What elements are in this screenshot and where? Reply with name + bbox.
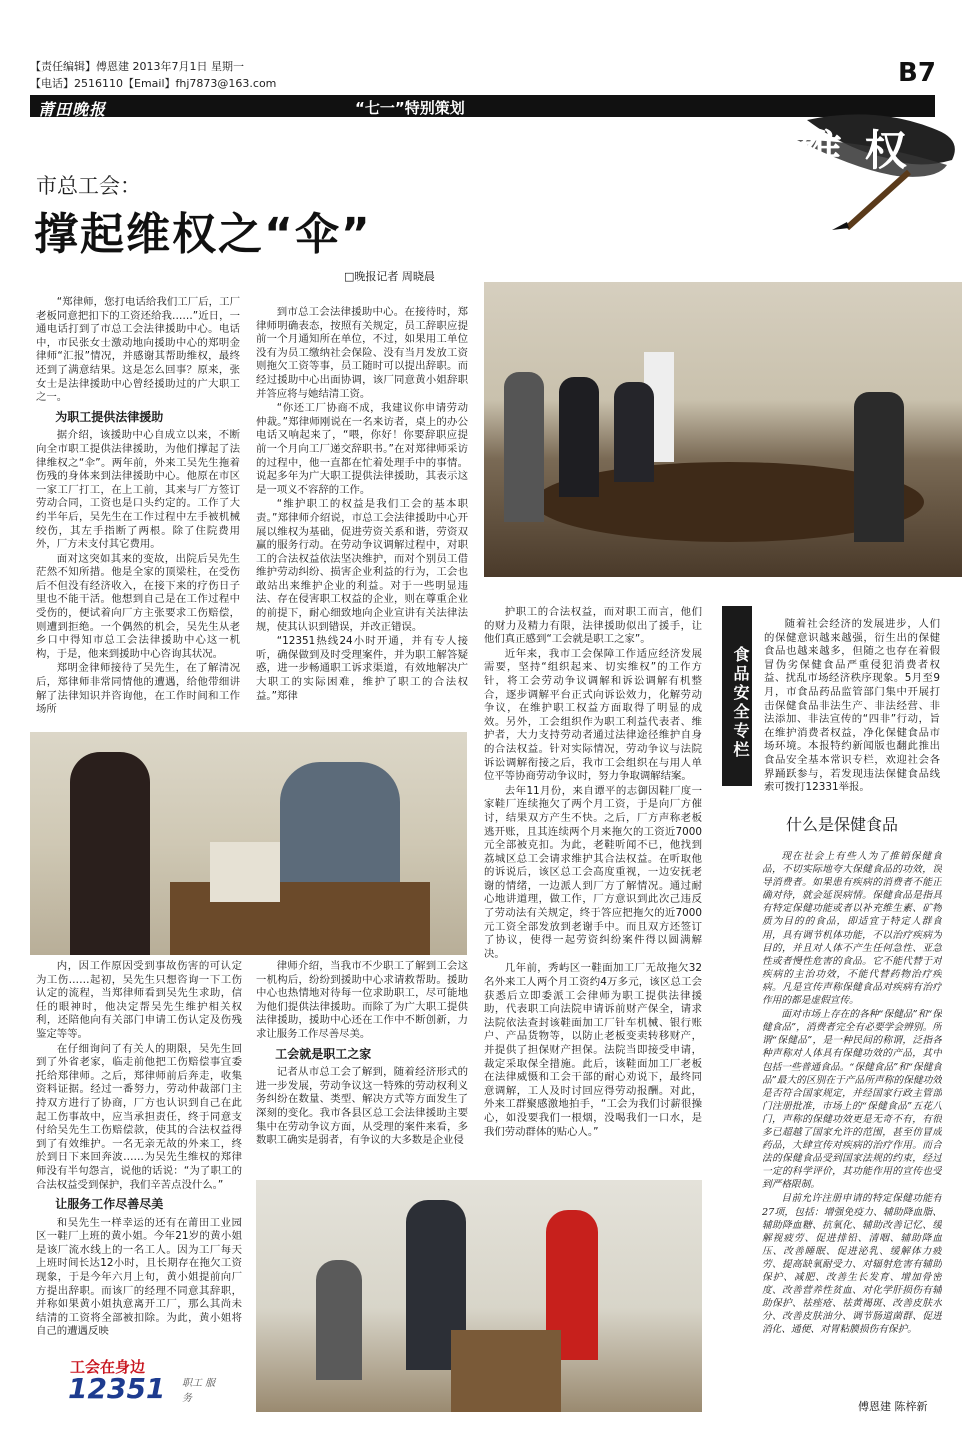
visit-photo [256, 1180, 702, 1412]
hotline-logo-text: 工会在身边 [70, 1358, 146, 1376]
paragraph: 几年前，秀屿区一鞋面加工厂无故拖欠32名外来工人两个月工资约4万多元，该区总工会获悉后立即委派工会律师为职工提供法律援助，代表职工向法院申请诉前财产保全，请求法院依法查封该鞋面加工厂针车机械、银行账户、产品货物等，以防止老板变卖转移财产，并提供了担保财产担保。法院当即接受申请，裁定采取保全措施。此后，该鞋面加工厂老板在法律威慑和工会干部的耐心劝说下，最终同意调解，工人及时讨回应得劳动报酬。对此，外来工群聚感激地拍手，“工会为我们讨薪很操心，如没要我们一根烟，没喝我们一口水，是我们劳动群体的贴心人。” [484, 962, 702, 1138]
paragraph: 到市总工会法律援助中心。在接待时，郑律师明确表态，按照有关规定，员工辞职应提前一个月通知所在单位，不过，如果用工单位没有为员工缴纳社会保险、没有当月发放工资则拖欠工资等事，员工随时可以提出辞职。而经过援助中心出面协调，该厂同意黄小姐辞职并答应将与她结清工资。 [256, 306, 468, 400]
article-column-2-lower [256, 960, 468, 1175]
section-title: 维 权 [800, 126, 911, 175]
subheading-service: 让服务工作尽善尽美 [55, 1197, 164, 1212]
paragraph: 律师介绍，当我市不少职工了解到工会这一机构后，纷纷到援助中心求请救帮助。援助中心也热情地对待每一位求助职工，尽可能地为他们提供法律援助。而除了为广大职工提供法律援助，援助中心还在工作中不断创新，力求让服务工作尽善尽美。 [256, 960, 468, 1040]
subheading-legal-aid: 为职工提供法律援助 [55, 409, 164, 424]
byline: □晚报记者 周晓晨 [344, 270, 435, 283]
special-feature-title: “七一”特别策划 [355, 99, 465, 117]
paragraph: 近年来，我市工会保障工作适应经济发展需要，坚持“组织起来、切实维权”的工作方针，将工会劳动争议调解和诉讼调解有机整合，逐步调解平台正式向诉讼效力，化解劳动争议，在维护职工权益方面取得了明显的成效。另外，工会组织作为职工利益代表者、维护者，大力支持劳动者通过法律途径维护自身的合法权益。针对实际情况，劳动争议与法院诉讼调解衔接之后，我市工会组织在与用人单位平等协商劳动争议时，努力争取调解结案。 [484, 647, 702, 783]
food-safety-signature: 傅恩建 陈梓新 [858, 1400, 928, 1413]
article-column-1-lower [36, 960, 242, 1350]
hotline-logo-script: 职工 服务 [182, 1378, 216, 1404]
paragraph: 护职工的合法权益，而对职工而言，他们的财力及精力有限，法律援助似出了援手，让他们真正感到“工会就是职工之家”。 [484, 606, 702, 646]
food-safety-body [762, 850, 942, 1394]
paragraph: 目前允许注册申请的特定保健功能有27项，包括：增强免疫力、辅助降血脂、辅助降血糖、抗氧化、辅助改善记忆、缓解视疲劳、促进排铅、清咽、辅助降血压、改善睡眠、促进泌乳、缓解体力疲劳、提高缺氧耐受力、对辐射危害有辅助保护、减肥、改善生长发育、增加骨密度、改善营养性贫血、对化学肝损伤有辅助保护、祛痤疮、祛黄褐斑、改善皮肤水分、改善皮肤油分、调节肠道菌群、促进消化、通便、对胃粘膜损伤有保护。 [762, 1193, 942, 1336]
paragraph: 郑明金律师接待了吴先生，在了解清况后，郑律师非常同情他的遭遇，给他带细讲解了法律知识并咨询他，在工作时间和工作场所 [36, 662, 240, 716]
paragraph: “维护职工的权益是我们工会的基本职责。”郑律师介绍说，市总工会法律援助中心开展以维权为基础，促进劳资关系和谐，劳资双赢的服务行动。在劳动争议调解过程中，对职工的合法权益依法坚决维护，而对个别员工借维护劳动纠纷、损害企业利益的行为，工会也敢站出来维护企业的利益。对于一些明显违法、存在侵害职工权益的企业，则在尊重企业的前提下，耐心细致地向企业宣讲有关法律法规，使其认识到错误，并改正错误。 [256, 498, 468, 633]
hotline-logo [64, 1352, 244, 1408]
food-safety-title: 什么是保健食品 [786, 815, 899, 834]
paragraph: 面对市场上存在的各种“保健品”和“保健食品”，消费者完全有必要学会辨别。所谓“保健品”，是一种民间的称谓，泛指各种声称对人体具有保健功效的产品，其中包括一些普通食品。“保健食品”和“保健食品”最大的区别在于产品所声称的保健功效是否符合国家规定，并经国家行政主管部门注册批准，市场上的“保健食品”五花八门，声称的保健功效更是无奇不有，有很多已超越了国家允许的范围，甚至仿冒成药品，大肆宣传对疾病的治疗作用。而合法的保健食品受到国家法规的约束，经过一定的科学评价，其功能作用的宣传也受到严格限制。 [762, 1009, 942, 1191]
paragraph: 记者从市总工会了解到，随着经济形式的进一步发展，劳动争议这一特殊的劳动权利义务纠纷在数量、类型、解决方式等方面发生了深刻的变化。我市各县区总工会法律援助主要集中在劳动争议方面，从受理的案件来看，多数职工确实是弱者，有争议的大多数是企业侵 [256, 1066, 468, 1147]
hotline-number: 12351 [68, 1372, 166, 1405]
subheading-union-home: 工会就是职工之家 [275, 1046, 372, 1061]
newspaper-logo: 莆田晚报 [38, 100, 107, 119]
paragraph: 内，因工作原因受到事故伤害的可认定为工伤……起初，吴先生只想咨询一下工伤认定的流程，当郑律师看到吴先生求助，信任的眼神时，他决定帮吴先生维护相关权利，还陪他向有关部门申请工伤认定及伤残鉴定等等。 [36, 960, 242, 1040]
paragraph: “你还工厂协商不成，我建议你申请劳动仲裁。”郑律师刚说在一名来访者，桌上的办公电话又响起来了，“喂，你好！你要辞职应提前一个月向工厂递交辞职书。”在对郑律师采访的过程中，他一直都在忙着处理手中的事情。说起多年为广大职工提供法律援助，其表示这是一项义不容辞的工作。 [256, 402, 468, 496]
article-column-3 [484, 606, 702, 1196]
food-safety-column-label: 食品安全专栏 [722, 606, 752, 786]
paragraph: 现在社会上有些人为了推销保健食品，不切实际地夸大保健食品的功效，误导消费者。如果患有疾病的消费者不能正确对待，就会延误病情。保健食品是指具有特定保健功能或者以补充维生素、矿物质为目的的食品，即适宜于特定人群食用，具有调节机体功能，不以治疗疾病为目的，并且对人体不产生任何急性、亚急性或者慢性危害的食品。它不能代替于对疾病的主治功效，不能代替药物治疗疾病。凡是宣传声称保健食品对疾病有治疗作用的都是虚假宣传。 [762, 851, 942, 1007]
article-column-2 [256, 306, 468, 726]
page-number: B7 [898, 58, 936, 88]
paragraph: “12351热线24小时开通，并有专人接听，确保做到及时受理案件，并为职工解答疑惑，进一步畅通职工诉求渠道，有效地解决广大职工的实际困难，维护了职工的合法权益。”郑律 [256, 635, 468, 702]
meeting-photo [484, 282, 962, 577]
paragraph: 和吴先生一样幸运的还有在莆田工业园区一鞋厂上班的黄小姐。今年21岁的黄小姐是该厂流水线上的一名工人。因为工厂每天上班时间长达12小时，且长期存在拖欠工资现象，于是今年六月上旬，黄小姐提前向厂方提出辞职。而该厂的经理不同意其辞职，并称如果黄小姐执意离开工厂，那么其尚未结清的工资将全部被扣除。为此，黄小姐将自己的遭遇反映 [36, 1216, 242, 1338]
paragraph: 面对这突如其来的变故，出院后吴先生茫然不知所措。他是全家的顶梁柱，在受伤后不但没有经济收入，在接下来的疗伤日子里也不能干活。他想到自己是在工作过程中受伤的，便试着向厂方主张要求工伤赔偿，则遭到拒绝。一个偶然的机会，吴先生从老乡口中得知市总工会法律援助中心这一机构，于是，他来到援助中心咨询其状况。 [36, 552, 240, 660]
paragraph: 据介绍，该援助中心自成立以来，不断向全市职工提供法律援助，为他们撑起了法律维权之“伞”。两年前，外来工吴先生拖着伤残的身体来到法律援助中心。他原在市区一家工厂打工，在上工前，其来与厂方签订劳动合同，工资也是口头约定的。工作了大约半年后，吴先生在工作过程中左手被机械绞伤，其左手指断了两根。除了住院费用外，厂方未支付其它费用。 [36, 429, 240, 551]
paragraph: 在仔细询问了有关人的期限，吴先生回到了外省老家，临走前他把工伤赔偿事宜委托给郑律师。之后，郑律师前后奔走，收集资料证据。经过一番努力，劳动仲裁部门主持双方进行了协商，厂方也认识到自己在此起工伤事故中，应当承担责任，终于同意支付给吴先生工伤赔偿款，使其的合法权益得到了有效维护。一名无亲无故的外来工，终於到日下来回奔波……为吴先生维权的郑律师没有半句怨言，说他的话说：“为了职工的合法权益受到保护，我们辛苦点没什么。” [36, 1042, 242, 1191]
consultation-photo [30, 732, 467, 955]
contact-line: 【电话】2516110【Email】fhj7873@163.com [30, 77, 277, 90]
kicker: 市总工会： [36, 174, 141, 198]
headline: 撑起维权之“伞” [34, 209, 372, 260]
paragraph: “郑律师，您打电话给我们工厂后，工厂老板同意把扣下的工资还给我……”近日，一通电话打到了市总工会法律援助中心。电话中，市民张女士激动地向援助中心的郑明金律师“汇报”情况，并感谢其帮助维权，最终还到了满意结果。这是怎么回事？原来，张女士是法律援助中心曾经援助过的广大职工之一。 [36, 296, 240, 404]
food-safety-intro: 随着社会经济的发展进步，人们的保健意识越来越强，衍生出的保健食品也越来越多，但随之也存在着假冒伪劣保健食品严重侵犯消费者权益、扰乱市场经济秩序现象。5月至9月，市食品药品监管部门集中开展打击保健食品非法生产、非法经营、非法添加、非法宣传的“四非”行动，旨在维护消费者权益，净化保健食品市场环境。本报特约新闻版也翻此推出食品安全基本常识专栏，欢迎社会各界踊跃参与，若发现违法保健食品线索可拨打12331举报。 [764, 618, 940, 794]
paragraph: 去年11月份，来自谭平的志御因鞋厂度一家鞋厂连续拖欠了两个月工资，于是向厂方催讨，结果双方产生不快。之后，厂方声称老板逃开账，且其连续两个月来拖欠的工资近7000元全部被克扣。为此，老鞋听闻不已，他找到荔城区总工会请求维护其合法权益。在听取他的诉说后，该区总工会高度重视，一边安抚老谢的情绪，一边派人到厂方了解情况。通过耐心地讲道理，做工作，厂方意识到此次己违反了劳动法有关规定，终于答应把拖欠的近7000元工资全部发放到老谢手中。而且双方还签订了协议，使得一起劳资纠纷案件得以圆满解决。 [484, 784, 702, 960]
editor-line: 【责任编辑】傅恩建 2013年7月1日 星期一 [30, 60, 244, 73]
article-column-1 [36, 296, 240, 728]
